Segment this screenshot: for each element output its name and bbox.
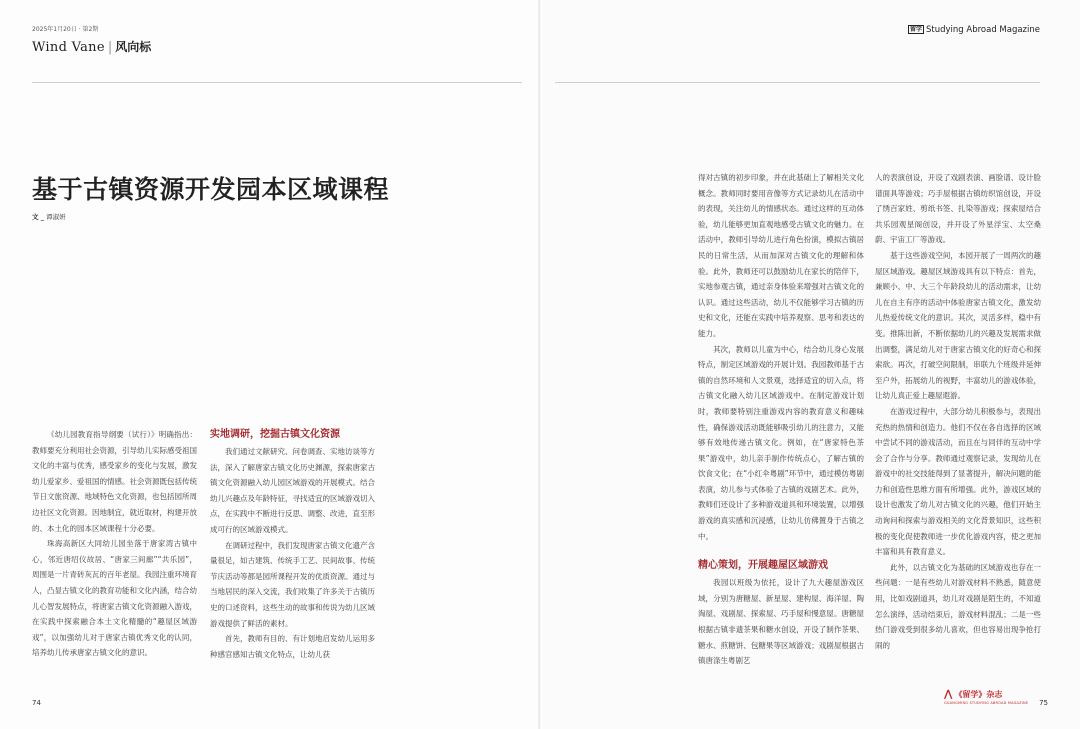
footer-logo-subtitle: GUANGMING STUDYING ABROAD MAGAZINE	[944, 701, 1029, 705]
section-separator: |	[107, 40, 113, 55]
magazine-name-text: Studying Abroad Magazine	[926, 25, 1040, 35]
paragraph: 其次，教师以儿童为中心，结合幼儿身心发展特点，制定区域游戏的开展计划。我园教师基于古镇的自然环境和人文景观，选择适宜的切入点，将古镇文化融入幼儿区域游戏中。在制定游戏计划时，教师要特别注重游戏内容的教育意义和趣味性，确保游戏活动既能够吸引幼儿的注意力，又能够有效地传递古镇文化。例如，在“唐家特色茶果”游戏中，幼儿亲手制作传统点心，了解古镇的饮食文化；在“小红伞粤剧”环节中，通过模仿粤剧表演，幼儿参与式体验了古镇的戏剧艺术。此外，教师们还设计了多种游戏道具和环境装置，以增强游戏的真实感和沉浸感，让幼儿仿佛置身于古镇之中。	[698, 344, 864, 541]
paragraph: 基于这些游戏空间，本园开展了一周两次的趣屋区域游戏。趣屋区域游戏具有以下特点：首先，兼顾小、中、大三个年龄段幼儿的活动需求，让幼儿在自主有序的活动中体验唐家古镇文化，激发幼儿热爱传统文化的意识。其次，灵活多样，稳中有变。推陈出新，不断依据幼儿的兴趣及发展需求做出调整，满足幼儿对于唐家古镇文化的好奇心和探索欲。再次，打破空间限制，串联九个班级并延伸至户外，拓展幼儿的视野，丰富幼儿的游戏体验，让幼儿真正爱上趣屋遐游。	[875, 250, 1041, 401]
text-column-2	[210, 427, 375, 662]
byline-author: 谭淑妍	[46, 213, 66, 221]
paragraph: 我园以班级为依托，设计了九大趣屋游戏区域，分别为唐糖屋、新星屋、建构屋、海洋屋、陶淘屋、戏剧屋、探索屋、巧手屋和慢意屋。唐糖屋根据古镇非遗茶果和糖水创设，开设了制作茶果、糖水、煎糖饼、包糖果等区域游戏；戏剧屋根据古镇唐涤生粤剧艺	[698, 578, 864, 666]
magazine-name	[908, 24, 1040, 35]
section-title-chinese: 风向标	[115, 40, 152, 54]
paragraph: 人的表演创设，开设了戏剧表演、画脸谱、设计脸谱面具等游戏；巧手屋根据古镇纺织馆创设，开设了绣百家姓、剪纸书签、扎染等游戏；探索屋结合共乐园观星阁创设，并开设了外星浮宝、太空桑蔚、宇宙工厂等游戏。	[875, 173, 1041, 245]
magazine-footer-logo	[944, 689, 1028, 705]
paragraph: 得对古镇的初步印象，并在此基础上了解相关文化概念。教师同时要用音像等方式记录幼儿在活动中的表现，关注幼儿的情感状态。通过这样的互动体验，幼儿能够更加直观地感受古镇文化的魅力。在活动中，教师引导幼儿进行角色扮演，模拟古镇居民的日常生活，从而加深对古镇文化的理解和体验。此外，教师还可以鼓励幼儿在家长的陪伴下，实地参观古镇，通过亲身体验来增强对古镇文化的认识。通过这些活动，幼儿不仅能够学习古镇的历史和文化，还能在实践中培养观察、思考和表达的能力。	[698, 173, 864, 338]
section-heading: 精心策划，开展趣屋区域游戏	[698, 560, 828, 572]
paragraph: 《幼儿园教育指导纲要（试行）》明确指出：教师要充分利用社会资源，引导幼儿实际感受祖国文化的丰富与优秀，感受家乡的变化与发展，激发幼儿爱家乡、爱祖国的情感。社会资源既包括传统节日文旅资源、地域特色文化资源，也包括园所周边社区文化资源。因地制宜，就近取材，构建开放的、本土化的园本区域课程十分必要。	[32, 430, 197, 533]
header-rule	[32, 82, 522, 83]
paragraph: 此外，以古镇文化为基础的区域游戏也存在一些问题：一是有些幼儿对游戏材料不熟悉，随意使用，比如戏剧道具，幼儿对戏剧是陌生的，不知道怎么演绎，活动结束后，游戏材料混乱；二是一些热门游戏受到很多幼儿喜欢，但也容易出现争抢打闹的	[875, 562, 1041, 650]
footer-logo-text: 《留学》杂志	[954, 690, 1003, 699]
paragraph: 我们通过文献研究、问卷调查、实地访谈等方法，深入了解唐家古镇文化历史渊源，探索唐家古镇文化资源融入幼儿园区域游戏的开展模式。结合幼儿兴趣点及年龄特征，寻找适宜的区域游戏切入点，在实践中不断进行反思、调整、改进，直至形成可行的区域游戏模式。	[210, 447, 375, 534]
text-column-3	[698, 170, 864, 669]
page-number-right: 75	[1039, 699, 1048, 707]
magazine-badge: 留学	[909, 26, 922, 33]
text-column-1	[32, 427, 197, 661]
byline	[32, 212, 66, 221]
section-title	[32, 38, 151, 55]
paragraph: 在调研过程中，我们发现唐家古镇文化遗产含量很足，如古建筑、传统手工艺、民间故事、传统节庆活动等都是园所课程开发的优质资源。通过与当地居民的深入交流，我们收集了许多关于古镇历史的口述资料，这些生动的故事和传说为幼儿区域游戏提供了鲜活的素材。	[210, 540, 375, 628]
page-number-left: 74	[32, 699, 41, 707]
paragraph: 珠海高新区大同幼儿园坐落于唐家湾古镇中心，邻近唐绍仪故居、“唐家三间廊”“共乐园”，周围是一片青砖灰瓦的百年老屋。我园注重环境育人，凸显古镇文化的教育功能和文化内涵，结合幼儿心智发展特点，将唐家古镇文化资源融入游戏，在实践中探索融合本土文化精髓的“趣屋区域游戏”，以加强幼儿对于唐家古镇优秀文化的认同，培养幼儿传承唐家古镇文化的意识。	[32, 539, 197, 658]
text-column-4	[875, 170, 1041, 653]
section-heading: 实地调研，挖掘古镇文化资源	[210, 429, 340, 440]
logo-mark-icon: ⋀	[944, 689, 953, 700]
paragraph: 首先，教师有目的、有计划地启发幼儿运用多种感官感知古镇文化特点，让幼儿获	[210, 634, 375, 659]
paragraph: 在游戏过程中，大部分幼儿积极参与，表现出充热的热情和创造力。他们不仅在各自选择的区域中尝试不同的游戏活动，而且在与同伴的互动中学会了合作与分享。教师通过观察记录，发现幼儿在游戏中的社交技能得到了显著提升，解决问题的能力和创造性思维方面有所增强。此外，游戏区域的设计也激发了幼儿对古镇文化的兴趣，他们开始主动询问和探索与游戏相关的文化背景知识，这些积极的变化促使教师进一步优化游戏内容，使之更加丰富和具有教育意义。	[875, 406, 1041, 557]
section-title-english: Wind Vane	[32, 40, 105, 55]
right-page	[540, 0, 1080, 729]
byline-label: 文 _	[32, 213, 45, 221]
issue-date-line: 2025年1月20日 · 第2期	[32, 26, 99, 33]
header-rule-right	[555, 82, 1040, 83]
article-title: 基于古镇资源开发园本区域课程	[32, 175, 390, 204]
